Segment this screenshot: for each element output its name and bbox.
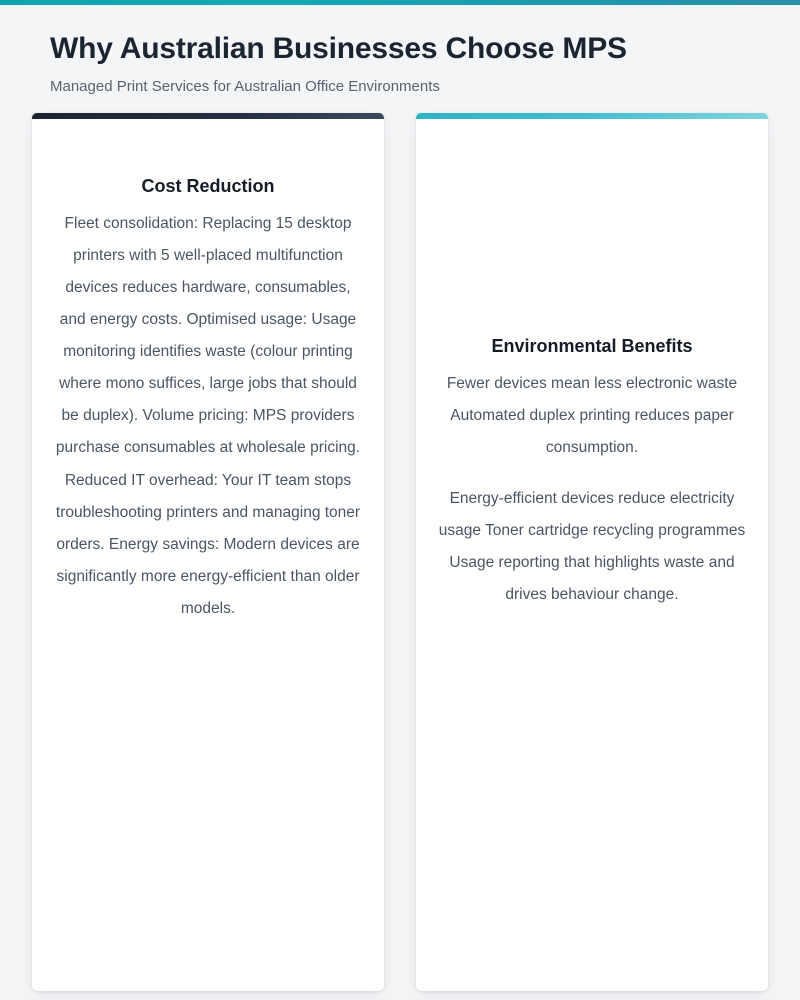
page-top-accent-bar — [0, 0, 800, 5]
card-cost-reduction — [32, 113, 384, 991]
card-environmental-benefits-body — [416, 119, 768, 991]
card-cost-reduction-paragraph: Fleet consolidation: Replacing 15 desktop printers with 5 well-placed multifunction devices reduces hardware, consumables, and energy costs. Optimised usage: Usage monitoring identifies waste (colour printing where mono suffices, large jobs that should be duplex). Volume pricing: MPS providers purchase consumables at wholesale pricing. Reduced IT overhead: Your IT team stops troubleshooting printers and managing toner orders. Energy savings: Modern devices are significantly more energy-efficient than older models. — [55, 214, 361, 617]
benefit-cards-row — [32, 113, 768, 991]
page-title: Why Australian Businesses Choose MPS — [50, 32, 627, 65]
card-environmental-benefits-paragraph-2: Energy-efficient devices reduce electricity usage Toner cartridge recycling programmes Usage reporting that highlights waste and drives behaviour change. — [438, 490, 746, 604]
card-cost-reduction-body — [32, 119, 384, 991]
card-environmental-benefits-paragraph-1: Fewer devices mean less electronic waste Automated duplex printing reduces paper consumption. — [446, 374, 738, 457]
card-environmental-benefits — [416, 113, 768, 991]
card-environmental-benefits-heading: Environmental Benefits — [491, 335, 693, 356]
card-cost-reduction-heading: Cost Reduction — [141, 175, 275, 196]
page-subtitle: Managed Print Services for Australian Office Environments — [50, 77, 440, 95]
